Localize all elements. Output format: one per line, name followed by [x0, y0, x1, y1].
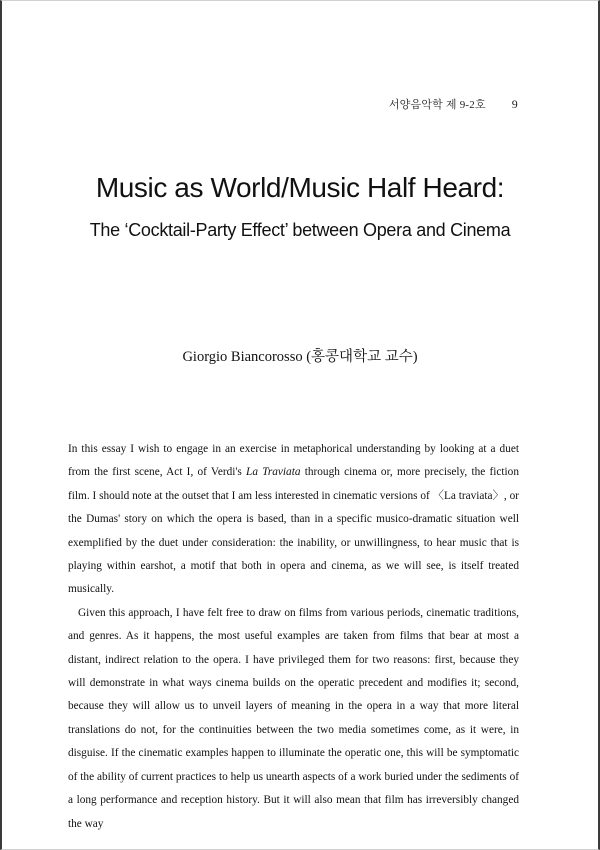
- paragraph-2: Given this approach, I have felt free to draw on films from various periods, cinematic traditions, and genres. As it happens, the most useful examples are taken from films that bear at most a distant, indirect relation to the opera. I have privileged them for two reasons: first, because they will demonstrate in what ways cinema builds on the operatic precedent and modifies it; second, because they will allow us to unveil layers of meaning in the opera in a way that more literal translations do not, for the continuities between the two media sometimes come, as it were, in disguise. If the cinematic examples happen to illuminate the operatic one, this will be symptomatic of the ability of current practices to help us unearth aspects of a work buried under the sediments of a long performance and reception history. But it will also mean that film has irreversibly changed the way: [68, 606, 519, 830]
- paragraph-1-rest: through cinema or, more precisely, the fiction film. I should note at the outset that I am less interested in cinematic versions of 〈La traviata〉, or the Dumas' story on which the opera is based, than in a specific musico-dramatic situation well exemplified by the duet under consideration: the inability, or unwillingness, to hear music that is playing within earshot, a motif that both in opera and cinema, as we will see, is itself treated musically.: [68, 466, 519, 596]
- work-title: La Traviata: [246, 466, 301, 479]
- running-head: [389, 96, 518, 112]
- author-line: Giorgio Biancorosso (홍콩대학교 교수): [182, 349, 418, 365]
- article-subtitle: The ‘Cocktail-Party Effect’ between Opera and Cinema: [89, 220, 511, 240]
- paragraph-1-start: In this essay I wish to engage in an exercise in metaphorical understanding by looking at a duet from the first scene, Act I, of Verdi's: [68, 443, 519, 479]
- article-title: Music as World/Music Half Heard:: [95, 172, 505, 203]
- page-number: 9: [511, 97, 518, 111]
- journal-name: 서양음악학 제 9-2호: [388, 99, 486, 111]
- article-body: [68, 438, 519, 836]
- paragraph-1: [68, 438, 519, 602]
